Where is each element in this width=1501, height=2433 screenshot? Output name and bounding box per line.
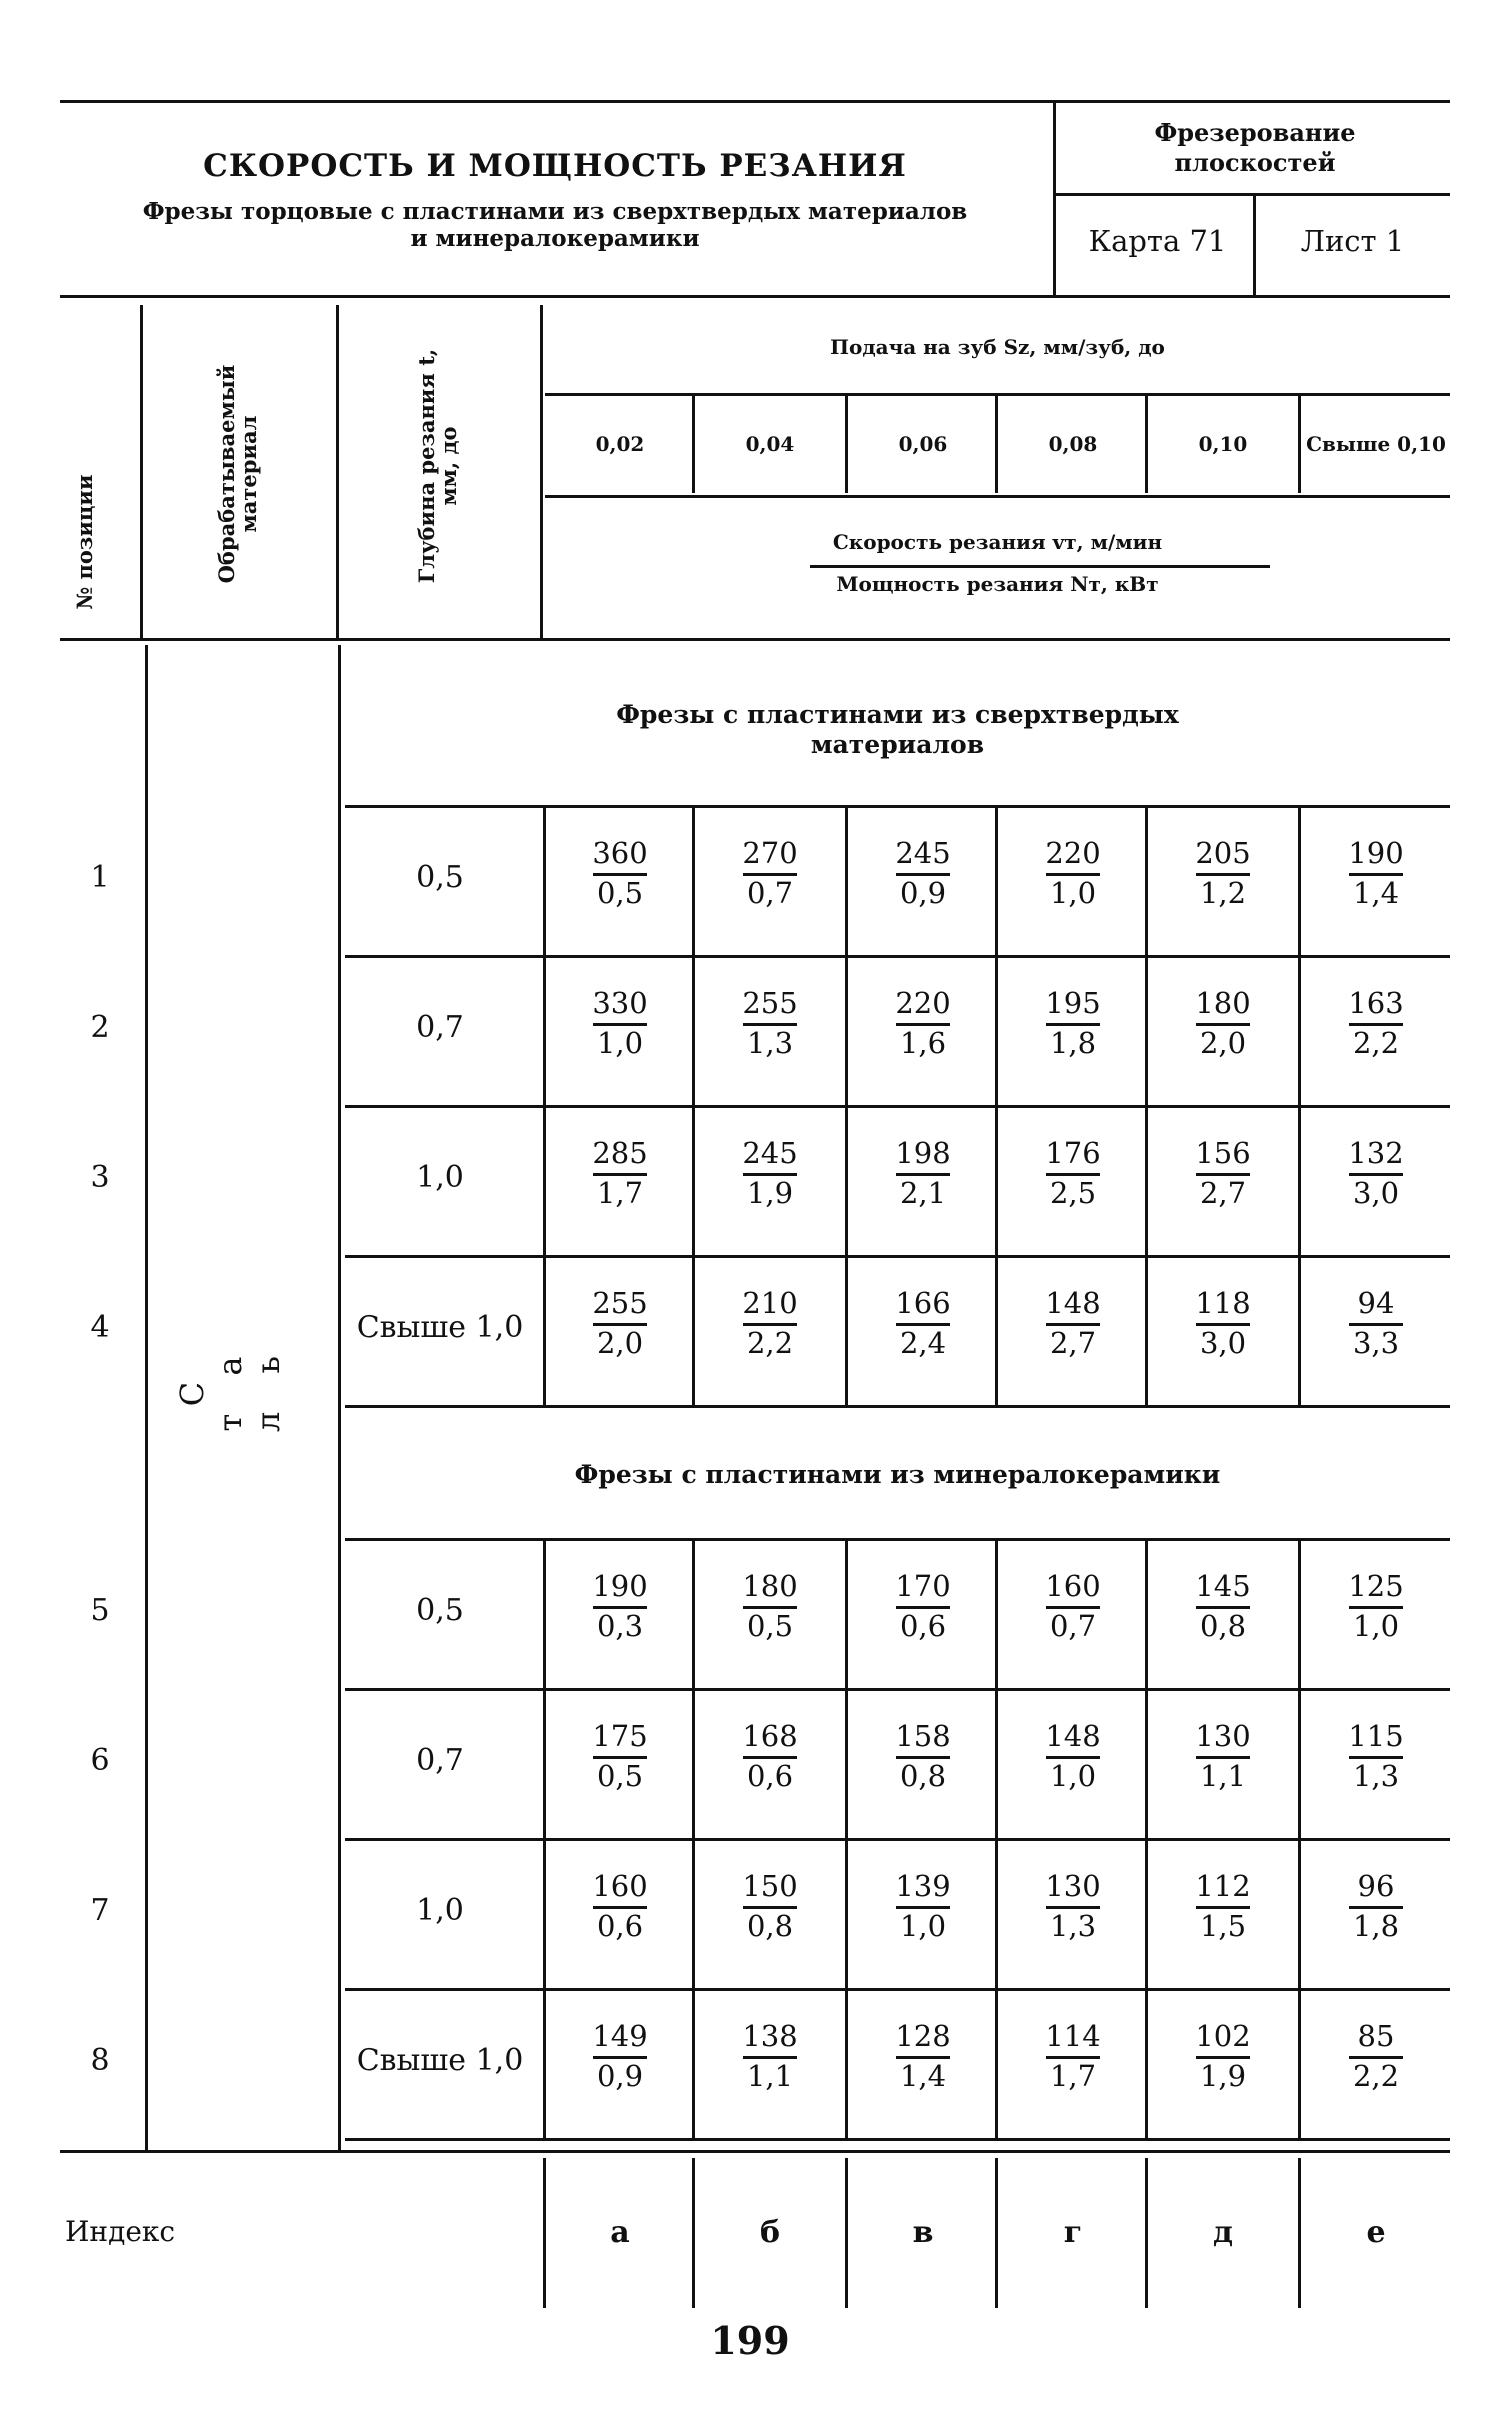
cutting-speed: 205 [1195,836,1251,870]
speed-power-cell [545,1280,695,1380]
speed-power-cell [1148,1563,1298,1663]
speed-power-cell [695,980,845,1080]
speed-power-cell [848,980,998,1080]
speed-power-cell [998,1563,1148,1663]
section-title-line: Фрезы с пластинами из минералокерамики [574,1460,1221,1489]
feed-header: Подача на зуб Sz, мм/зуб, до [830,335,1165,359]
speed-power-cell [1301,830,1451,930]
cutting-speed: 190 [592,1569,648,1603]
row-divider [345,1688,1450,1691]
speed-power-cell [1148,2013,1298,2113]
cutting-speed: 145 [1195,1569,1251,1603]
cutting-power: 0,9 [899,876,947,910]
cutting-power: 3,3 [1352,1326,1400,1360]
cutting-speed: 118 [1195,1286,1251,1320]
power-label: Мощность резания Nт, кВт [836,572,1159,596]
index-value: е [1366,2215,1386,2250]
cutting-power: 3,0 [1352,1176,1400,1210]
cutting-speed: 130 [1045,1869,1101,1903]
cutting-power: 1,0 [1049,876,1097,910]
speed-power-cell [998,1130,1148,1230]
feed-value: 0,04 [745,432,795,456]
cutting-power: 0,3 [596,1609,644,1643]
cutting-power: 2,1 [899,1176,947,1210]
cutting-power: 1,0 [596,1026,644,1060]
cutting-power: 2,4 [899,1326,947,1360]
cutting-power: 0,6 [746,1759,794,1793]
cutting-speed: 285 [592,1136,648,1170]
feed-value: 0,10 [1198,432,1248,456]
cutting-speed: 130 [1195,1719,1251,1753]
feed-value: 0,06 [898,432,948,456]
cutting-speed: 139 [895,1869,951,1903]
feed-value: 0,02 [595,432,645,456]
operation-line: плоскостей [1174,148,1336,177]
speed-power-cell [545,1563,695,1663]
cutting-power: 1,4 [899,2059,947,2093]
cutting-speed: 330 [592,986,648,1020]
speed-label: Скорость резания vт, м/мин [832,530,1163,554]
cutting-speed: 128 [895,2019,951,2053]
cutting-speed: 102 [1195,2019,1251,2053]
row-divider [345,1988,1450,1991]
cutting-speed: 149 [592,2019,648,2053]
cutting-power: 0,9 [596,2059,644,2093]
cutting-power: 2,7 [1199,1176,1247,1210]
speed-power-cell [848,830,998,930]
cutting-speed: 158 [895,1719,951,1753]
card-number: Карта 71 [1088,224,1227,258]
cutting-speed: 168 [742,1719,798,1753]
cutting-speed: 163 [1348,986,1404,1020]
cutting-speed: 176 [1045,1136,1101,1170]
cutting-power: 0,5 [596,876,644,910]
cutting-speed: 245 [742,1136,798,1170]
speed-power-cell [998,2013,1148,2113]
speed-power-cell [545,2013,695,2113]
cutting-speed: 210 [742,1286,798,1320]
speed-power-cell [998,980,1148,1080]
speed-power-cell [545,980,695,1080]
page-subtitle [60,198,1050,252]
cutting-depth: Свыше 1,0 [356,1310,524,1345]
speed-power-cell [695,830,845,930]
cutting-speed: 195 [1045,986,1101,1020]
cutting-power: 1,2 [1199,876,1247,910]
cutting-speed: 125 [1348,1569,1404,1603]
row-divider [345,1405,1450,1408]
cutting-power: 1,0 [899,1909,947,1943]
cutting-power: 2,7 [1049,1326,1097,1360]
speed-power-cell [848,1863,998,1963]
cutting-power: 2,0 [596,1326,644,1360]
cutting-speed: 148 [1045,1286,1101,1320]
cutting-power: 0,8 [1199,1609,1247,1643]
cutting-power: 1,3 [1352,1759,1400,1793]
speed-power-cell [998,1863,1148,1963]
position-number: 4 [90,1310,110,1345]
cutting-power: 1,1 [746,2059,794,2093]
speed-power-cell [1301,980,1451,1080]
cutting-speed: 198 [895,1136,951,1170]
cutting-speed: 156 [1195,1136,1251,1170]
cutting-depth: 0,5 [416,1593,464,1628]
speed-power-cell [1301,2013,1451,2113]
cutting-speed: 160 [1045,1569,1101,1603]
cutting-power: 0,5 [596,1759,644,1793]
cutting-speed: 190 [1348,836,1404,870]
speed-power-cell [545,1130,695,1230]
cutting-power: 1,7 [596,1176,644,1210]
cutting-power: 0,8 [899,1759,947,1793]
row-divider [345,1255,1450,1258]
cutting-speed: 114 [1045,2019,1101,2053]
cutting-speed: 255 [592,1286,648,1320]
speed-power-cell [695,1713,845,1813]
position-number: 6 [90,1743,110,1778]
index-value: б [759,2215,780,2250]
speed-power-cell [848,1280,998,1380]
material-header-line: материал [236,415,261,533]
page-title: СКОРОСТЬ И МОЩНОСТЬ РЕЗАНИЯ [203,148,907,184]
speed-power-cell [1301,1130,1451,1230]
cutting-speed: 150 [742,1869,798,1903]
speed-power-cell [695,2013,845,2113]
speed-power-cell [848,1713,998,1813]
speed-power-cell [1148,980,1298,1080]
cutting-power: 2,2 [746,1326,794,1360]
cutting-power: 1,1 [1199,1759,1247,1793]
cutting-speed: 148 [1045,1719,1101,1753]
speed-power-cell [1148,830,1298,930]
speed-power-cell [1301,1863,1451,1963]
speed-power-cell [1148,1280,1298,1380]
cutting-speed: 220 [1045,836,1101,870]
cutting-power: 0,5 [746,1609,794,1643]
section-divider [345,805,1450,808]
cutting-speed: 94 [1357,1286,1395,1320]
cutting-speed: 180 [742,1569,798,1603]
cutting-power: 1,9 [1199,2059,1247,2093]
speed-power-cell [1148,1863,1298,1963]
cutting-speed: 112 [1195,1869,1251,1903]
cutting-power: 0,6 [596,1909,644,1943]
speed-power-cell [545,1713,695,1813]
index-value: д [1213,2215,1233,2250]
feed-value: Свыше 0,10 [1306,432,1446,456]
speed-power-cell [848,1563,998,1663]
cutting-depth: Свыше 1,0 [356,2043,524,2078]
cutting-power: 0,7 [746,876,794,910]
cutting-power: 2,0 [1199,1026,1247,1060]
cutting-speed: 245 [895,836,951,870]
cutting-power: 1,8 [1049,1026,1097,1060]
index-value: г [1063,2215,1083,2250]
cutting-power: 2,2 [1352,1026,1400,1060]
material-header-line: Обрабатываемый [214,364,239,584]
cutting-depth: 1,0 [416,1160,464,1195]
position-number: 7 [90,1893,110,1928]
speed-power-cell [1301,1713,1451,1813]
cutting-speed: 255 [742,986,798,1020]
operation-title [1060,118,1450,178]
cutting-depth: 0,5 [416,860,464,895]
cutting-speed: 180 [1195,986,1251,1020]
cutting-speed: 270 [742,836,798,870]
cutting-speed: 85 [1357,2019,1395,2053]
cutting-speed: 132 [1348,1136,1404,1170]
depth-column-header [416,341,460,591]
material-label: С т а л ь [173,1342,287,1432]
cutting-power: 1,0 [1352,1609,1400,1643]
speed-power-cell [848,1130,998,1230]
speed-power-cell [545,1863,695,1963]
cutting-depth: 1,0 [416,1893,464,1928]
index-label: Индекс [65,2215,176,2248]
cutting-speed: 220 [895,986,951,1020]
cutting-power: 3,0 [1199,1326,1247,1360]
index-value: а [610,2215,630,2250]
cutting-power: 0,6 [899,1609,947,1643]
position-number: 5 [90,1593,110,1628]
cutting-speed: 166 [895,1286,951,1320]
speed-power-cell [545,830,695,930]
position-number: 8 [90,2043,110,2078]
cutting-speed: 115 [1348,1719,1404,1753]
speed-power-cell [848,2013,998,2113]
cutting-power: 1,7 [1049,2059,1097,2093]
cutting-speed: 96 [1357,1869,1395,1903]
row-divider [345,1838,1450,1841]
speed-power-cell [998,1280,1148,1380]
operation-line: Фрезерование [1154,118,1356,147]
speed-power-cell [998,830,1148,930]
speed-power-cell [695,1280,845,1380]
fraction-bar [810,565,1270,568]
position-column-header: № позиции [72,474,97,610]
speed-power-cell [695,1130,845,1230]
cutting-speed: 360 [592,836,648,870]
section-title [345,700,1450,760]
page-number: 199 [710,2318,790,2363]
cutting-power: 1,6 [899,1026,947,1060]
position-number: 2 [90,1010,110,1045]
index-value: в [912,2215,934,2250]
depth-header-line: мм, до [436,426,461,506]
section-title [345,1460,1450,1490]
cutting-power: 2,5 [1049,1176,1097,1210]
position-number: 3 [90,1160,110,1195]
speed-power-cell [1148,1713,1298,1813]
cutting-depth: 0,7 [416,1010,464,1045]
section-title-line: материалов [810,730,985,759]
material-column-header [216,359,260,589]
cutting-power: 1,4 [1352,876,1400,910]
section-divider [345,1538,1450,1541]
speed-power-cell [998,1713,1148,1813]
feed-value: 0,08 [1048,432,1098,456]
speed-power-cell [695,1863,845,1963]
cutting-power: 1,3 [1049,1909,1097,1943]
cutting-power: 1,0 [1049,1759,1097,1793]
row-divider [345,2138,1450,2141]
position-number: 1 [90,860,110,895]
cutting-power: 1,9 [746,1176,794,1210]
cutting-power: 1,5 [1199,1909,1247,1943]
cutting-speed: 170 [895,1569,951,1603]
cutting-power: 2,2 [1352,2059,1400,2093]
cutting-power: 1,8 [1352,1909,1400,1943]
speed-power-cell [1301,1563,1451,1663]
cutting-speed: 175 [592,1719,648,1753]
cutting-power: 0,7 [1049,1609,1097,1643]
sheet-number: Лист 1 [1300,224,1405,258]
speed-power-cell [695,1563,845,1663]
cutting-power: 1,3 [746,1026,794,1060]
subtitle-line: и минералокерамики [410,225,700,252]
cutting-speed: 160 [592,1869,648,1903]
speed-power-cell [1148,1130,1298,1230]
cutting-speed: 138 [742,2019,798,2053]
row-divider [345,955,1450,958]
cutting-depth: 0,7 [416,1743,464,1778]
cutting-power: 0,8 [746,1909,794,1943]
section-title-line: Фрезы с пластинами из сверхтвердых [616,700,1179,729]
depth-header-line: Глубина резания t, [414,348,439,584]
subtitle-line: Фрезы торцовые с пластинами из сверхтвердых материалов [142,198,968,225]
speed-power-cell [1301,1280,1451,1380]
row-divider [345,1105,1450,1108]
